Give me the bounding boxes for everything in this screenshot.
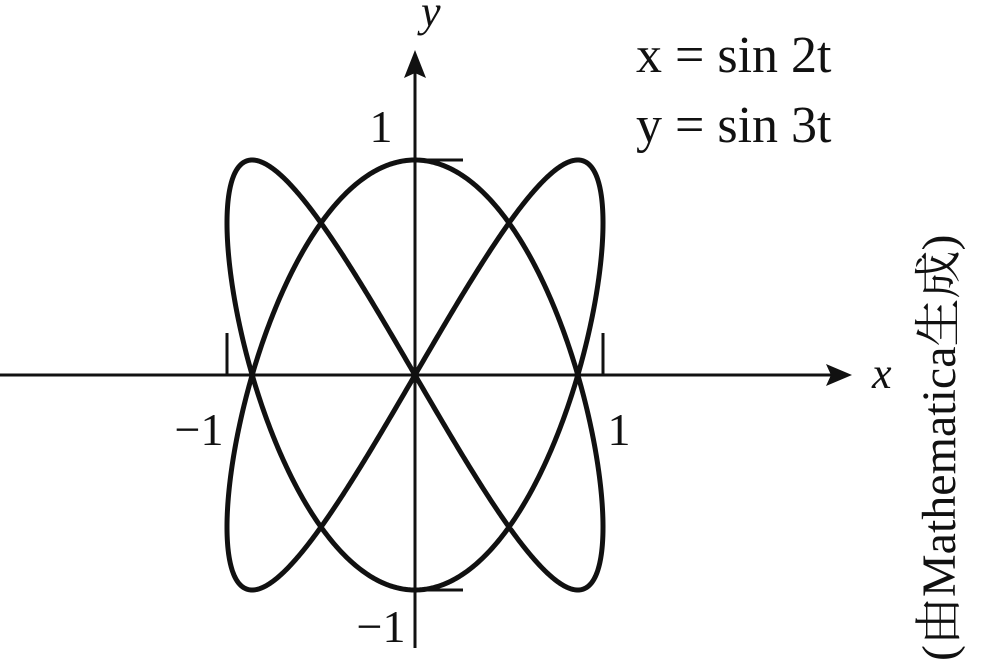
generated-by-note: (由Mathematica生成) [913,234,966,661]
y-axis-label: y [421,0,441,36]
equation-y: y = sin 3t [636,97,832,154]
x-tick-label-0: −1 [174,404,224,455]
x-axis-label: x [872,349,892,398]
y-tick-label-0: −1 [356,601,406,652]
x-tick-label-1: 1 [607,404,631,455]
equation-x: x = sin 2t [636,27,832,84]
y-tick-label-1: 1 [369,101,393,152]
